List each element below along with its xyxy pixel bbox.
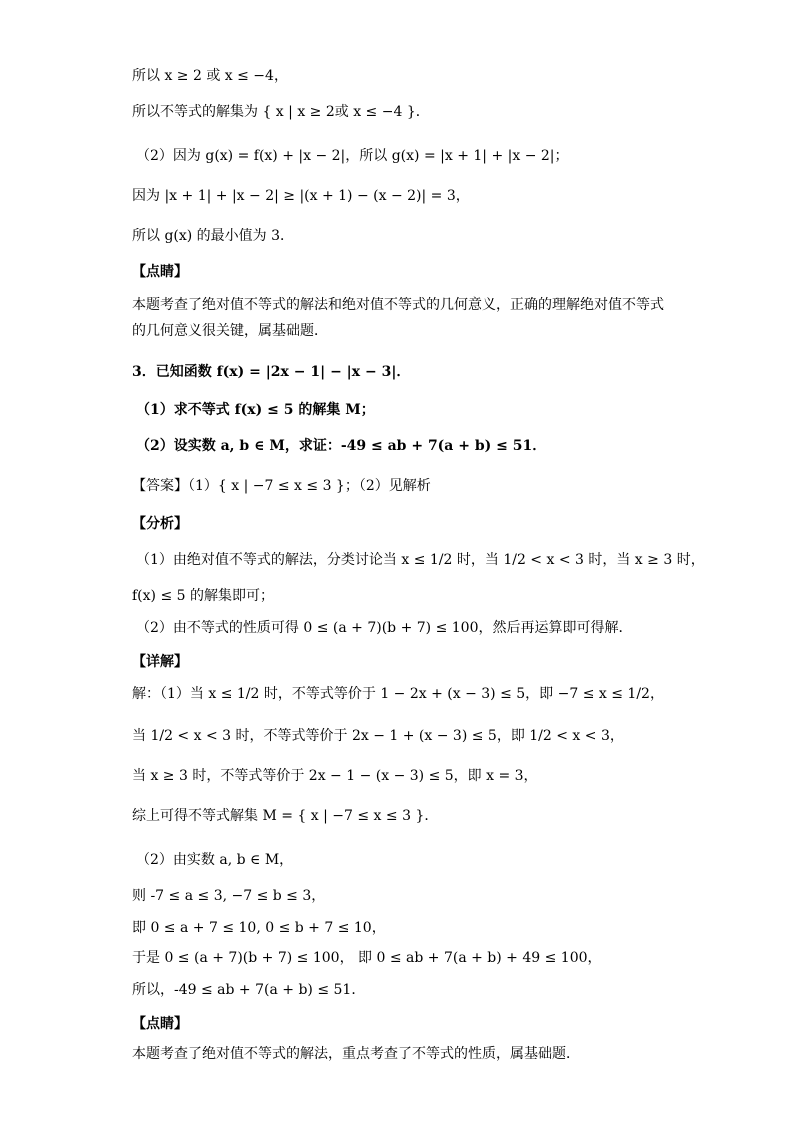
section-heading: 【点睛】 (132, 1016, 188, 1032)
text-paragraph: 本题考查了绝对值不等式的解法和绝对值不等式的几何意义，正确的理解绝对值不等式的几何意义很关键，属基础题． (132, 297, 664, 339)
text-line: 因为 |x + 1| + |x − 2| ≥ |(x + 1) − (x − 2)| = 3， (132, 188, 470, 204)
text-line: 于是 0 ≤ (a + 7)(b + 7) ≤ 100， 即 0 ≤ ab + 7(a + b) + 49 ≤ 100， (132, 950, 602, 966)
text-line: 解：（1）当 x ≤ 1/2 时，不等式等价于 1 − 2x + (x − 3) ≤ 5，即 −7 ≤ x ≤ 1/2， (132, 686, 664, 702)
problem-title: 3．已知函数 f(x) = |2x − 1| − |x − 3|． (132, 364, 411, 380)
text-line: 所以 x ≥ 2 或 x ≤ −4， (132, 68, 288, 84)
text-line: 所以 g(x) 的最小值为 3． (132, 228, 295, 244)
text-line: 所以不等式的解集为 { x | x ≥ 2或 x ≤ −4 }． (132, 104, 430, 120)
text-line: （2）因为 g(x) = f(x) + |x − 2|，所以 g(x) = |x + 1| + |x − 2|； (136, 148, 569, 164)
text-line: 所以，-49 ≤ ab + 7(a + b) ≤ 51． (132, 982, 366, 998)
text-line: 本题考查了绝对值不等式的解法，重点考查了不等式的性质，属基础题． (132, 1046, 580, 1062)
text-line: 当 x ≥ 3 时，不等式等价于 2x − 1 − (x − 3) ≤ 5，即 x = 3， (132, 768, 538, 784)
section-heading: 【分析】 (132, 516, 188, 532)
section-heading: 【点睛】 (132, 264, 188, 280)
text-line: （2）由实数 a, b ∈ M， (136, 852, 294, 868)
text-line: 即 0 ≤ a + 7 ≤ 10, 0 ≤ b + 7 ≤ 10， (132, 920, 386, 936)
text-line: （1）由绝对值不等式的解法，分类讨论当 x ≤ 1/2 时，当 1/2 < x < 3 时，当 x ≥ 3 时， (136, 552, 705, 568)
text-line: f(x) ≤ 5 的解集即可； (132, 588, 274, 604)
answer-line: 【答案】（1）{ x | −7 ≤ x ≤ 3 }；（2）见解析 (132, 478, 431, 494)
text-line: （2）由不等式的性质可得 0 ≤ (a + 7)(b + 7) ≤ 100，然后再运算即可得解． (136, 620, 633, 636)
text-line: 综上可得不等式解集 M = { x | −7 ≤ x ≤ 3 }． (132, 808, 439, 824)
problem-part: （2）设实数 a, b ∈ M，求证：-49 ≤ ab + 7(a + b) ≤ 51． (136, 438, 547, 454)
section-heading: 【详解】 (132, 654, 188, 670)
problem-part: （1）求不等式 f(x) ≤ 5 的解集 M； (136, 402, 375, 418)
text-line: 则 -7 ≤ a ≤ 3, −7 ≤ b ≤ 3， (132, 888, 326, 904)
text-line: 当 1/2 < x < 3 时，不等式等价于 2x − 1 + (x − 3) ≤ 5，即 1/2 < x < 3， (132, 728, 624, 744)
